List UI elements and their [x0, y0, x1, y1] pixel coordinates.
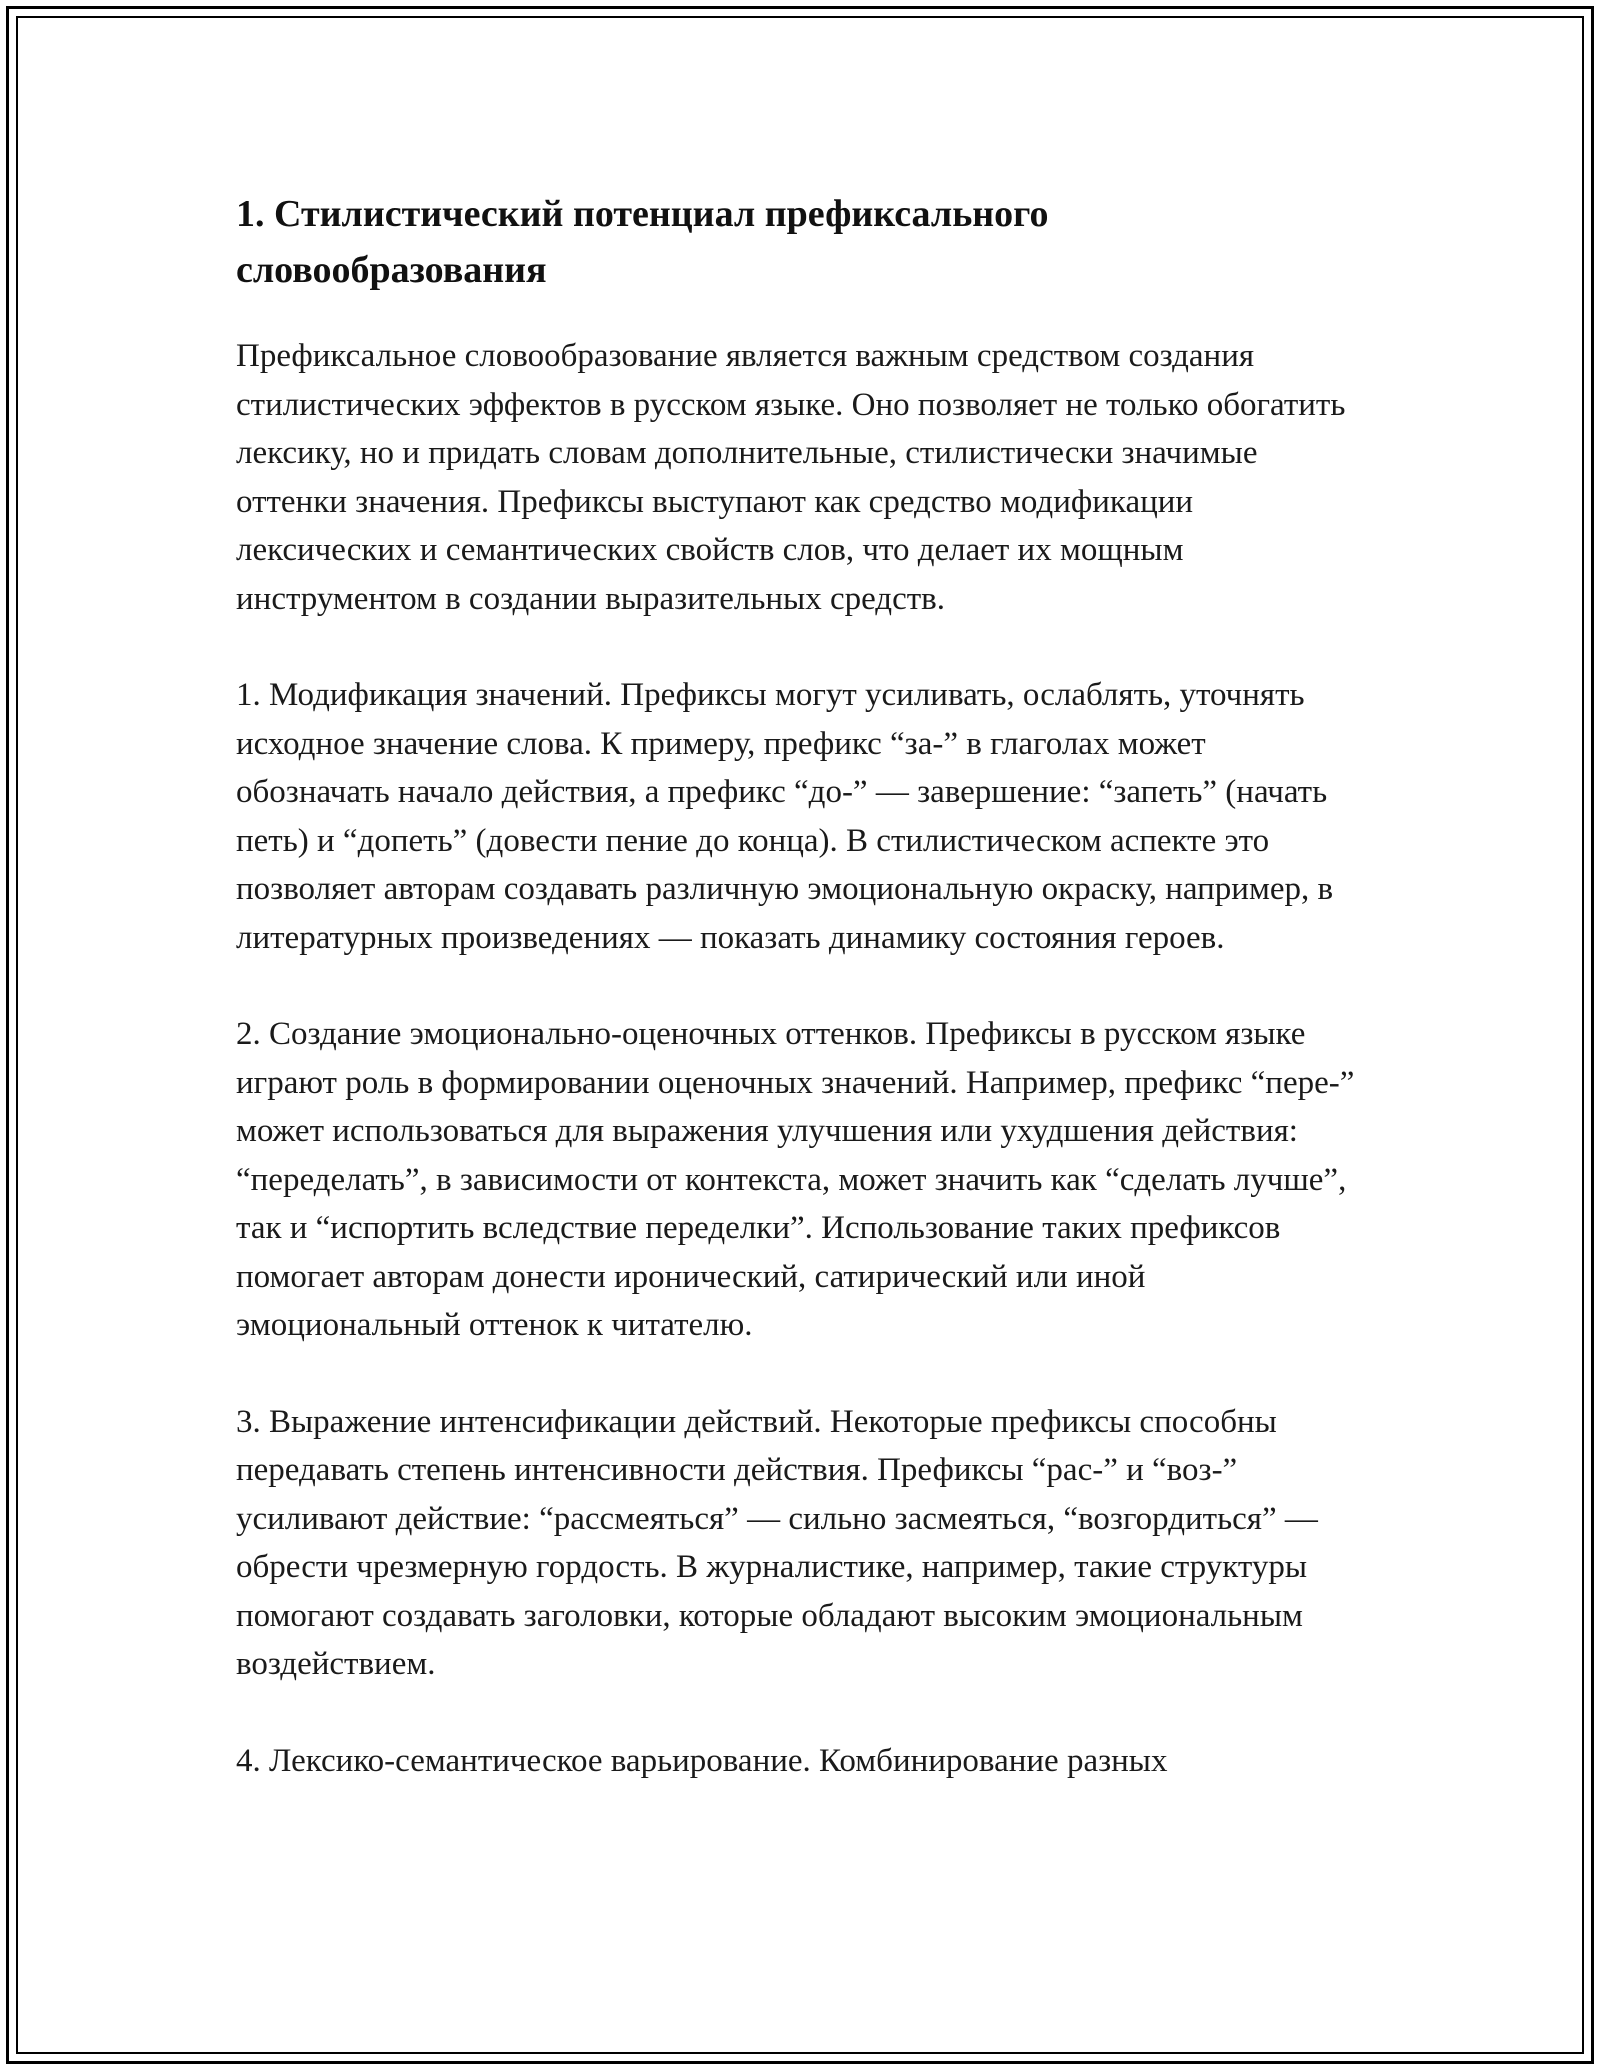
intro-paragraph: Префиксальное словообразование является важным средством создания стилистических эффектов в русском языке. Оно позволяет не только обогатить лексику, но и придать словам дополнительные, стилистически значимые оттенки значения. Префиксы выступают как средство модификации лексических и семантических свойств слов, что делает их мощным инструментом в создании выразительных средств.	[236, 338, 1346, 617]
paragraph-intensification: 3. Выражение интенсификации действий. Некоторые префиксы способны передавать степень интенсивности действия. Префиксы “рас-” и “воз-” усиливают действие: “рассмеяться” — сильно засмеяться, “возгордиться” — обрести чрезмерную гордость. В журналистике, например, такие структуры помогают создавать заголовки, которые обладают высоким эмоциональным воздействием.	[236, 1403, 1318, 1682]
section-title: 1. Стилистический потенциал префиксального словообразования	[236, 193, 1049, 291]
paragraph-emotional-shades: 2. Создание эмоционально-оценочных оттенков. Префиксы в русском языке играют роль в формировании оценочных значений. Например, префикс “пере-” может использоваться для выражения улучшения или ухудшения действия: “переделать”, в зависимости от контекста, может значить как “сделать лучше”, так и “испортить вследствие переделки”. Использование таких префиксов помогает авторам донести иронический, сатирический или иной эмоциональный оттенок к читателю.	[236, 1016, 1355, 1343]
paragraph-lexical-variation: 4. Лексико-семантическое варьирование. Комбинирование разных	[236, 1742, 1168, 1779]
document-body	[236, 186, 1366, 1833]
paragraph-modification: 1. Модификация значений. Префиксы могут усиливать, ослаблять, уточнять исходное значение слова. К примеру, префикс “за-” в глаголах может обозначать начало действия, а префикс “до-” — завершение: “запеть” (начать петь) и “допеть” (довести пение до конца). В стилистическом аспекте это позволяет авторам создавать различную эмоциональную окраску, например, в литературных произведениях — показать динамику состояния героев.	[236, 677, 1334, 956]
